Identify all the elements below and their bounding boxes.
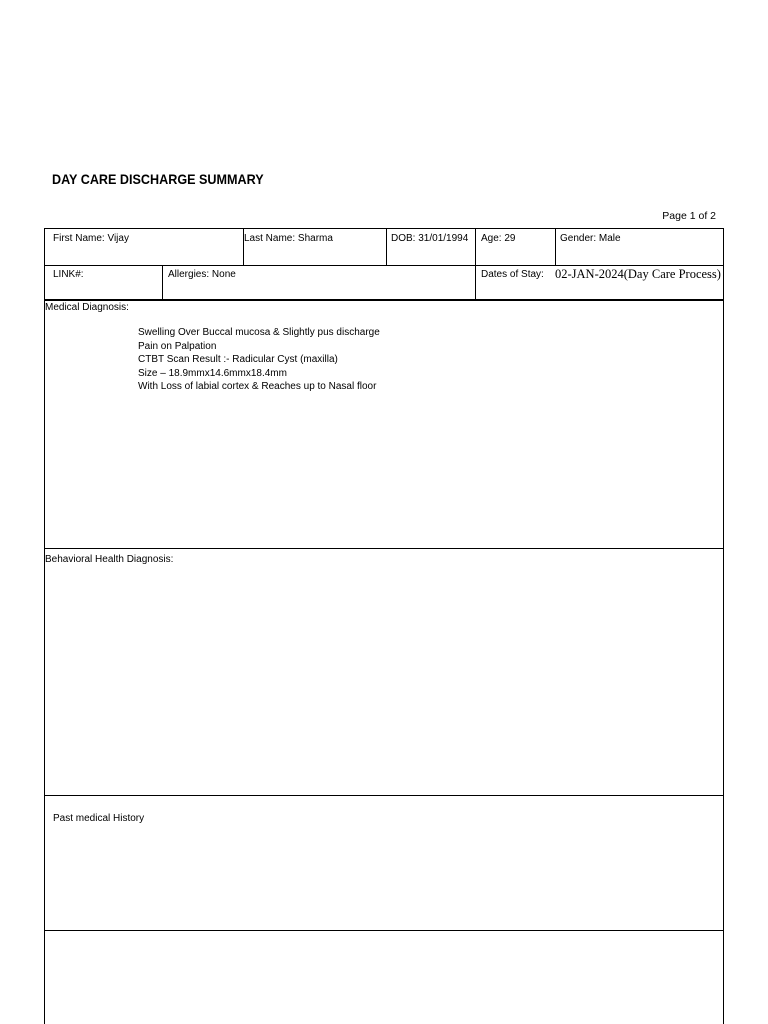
allergies-cell: Allergies: None bbox=[168, 269, 236, 280]
age-cell: Age: 29 bbox=[481, 233, 516, 244]
diagnosis-line: Pain on Palpation bbox=[138, 340, 217, 352]
link-cell: LINK#: bbox=[53, 269, 84, 280]
info-row bbox=[45, 265, 723, 300]
medical-diagnosis-body bbox=[138, 326, 380, 394]
section-divider bbox=[45, 930, 723, 931]
diagnosis-line: Swelling Over Buccal mucosa & Slightly pus discharge bbox=[138, 327, 380, 338]
section-divider bbox=[45, 795, 723, 796]
dates-of-stay-label: Dates of Stay: bbox=[481, 269, 544, 280]
medical-diagnosis-label: Medical Diagnosis: bbox=[45, 302, 129, 313]
diagnosis-line: With Loss of labial cortex & Reaches up to Nasal floor bbox=[138, 381, 377, 392]
patient-row bbox=[45, 228, 723, 265]
first-name-cell: First Name: Vijay bbox=[53, 233, 129, 244]
past-medical-history-label: Past medical History bbox=[53, 813, 145, 824]
diagnosis-line: Size – 18.9mmx14.6mmx18.4mm bbox=[138, 367, 287, 379]
section-divider bbox=[45, 299, 723, 301]
diagnosis-line: CTBT Scan Result :- Radicular Cyst (maxilla) bbox=[138, 354, 338, 365]
dates-of-stay-value: 02-JAN-2024(Day Care Process) bbox=[555, 267, 721, 281]
gender-cell: Gender: Male bbox=[560, 233, 621, 244]
section-divider bbox=[45, 548, 723, 549]
page-indicator: Page 1 of 2 bbox=[662, 210, 716, 222]
discharge-form bbox=[44, 228, 724, 1024]
last-name-cell: Last Name: Sharma bbox=[244, 233, 333, 244]
document-title: DAY CARE DISCHARGE SUMMARY bbox=[52, 171, 264, 187]
behavioral-health-label: Behavioral Health Diagnosis: bbox=[45, 554, 174, 565]
dob-cell: DOB: 31/01/1994 bbox=[391, 233, 469, 244]
